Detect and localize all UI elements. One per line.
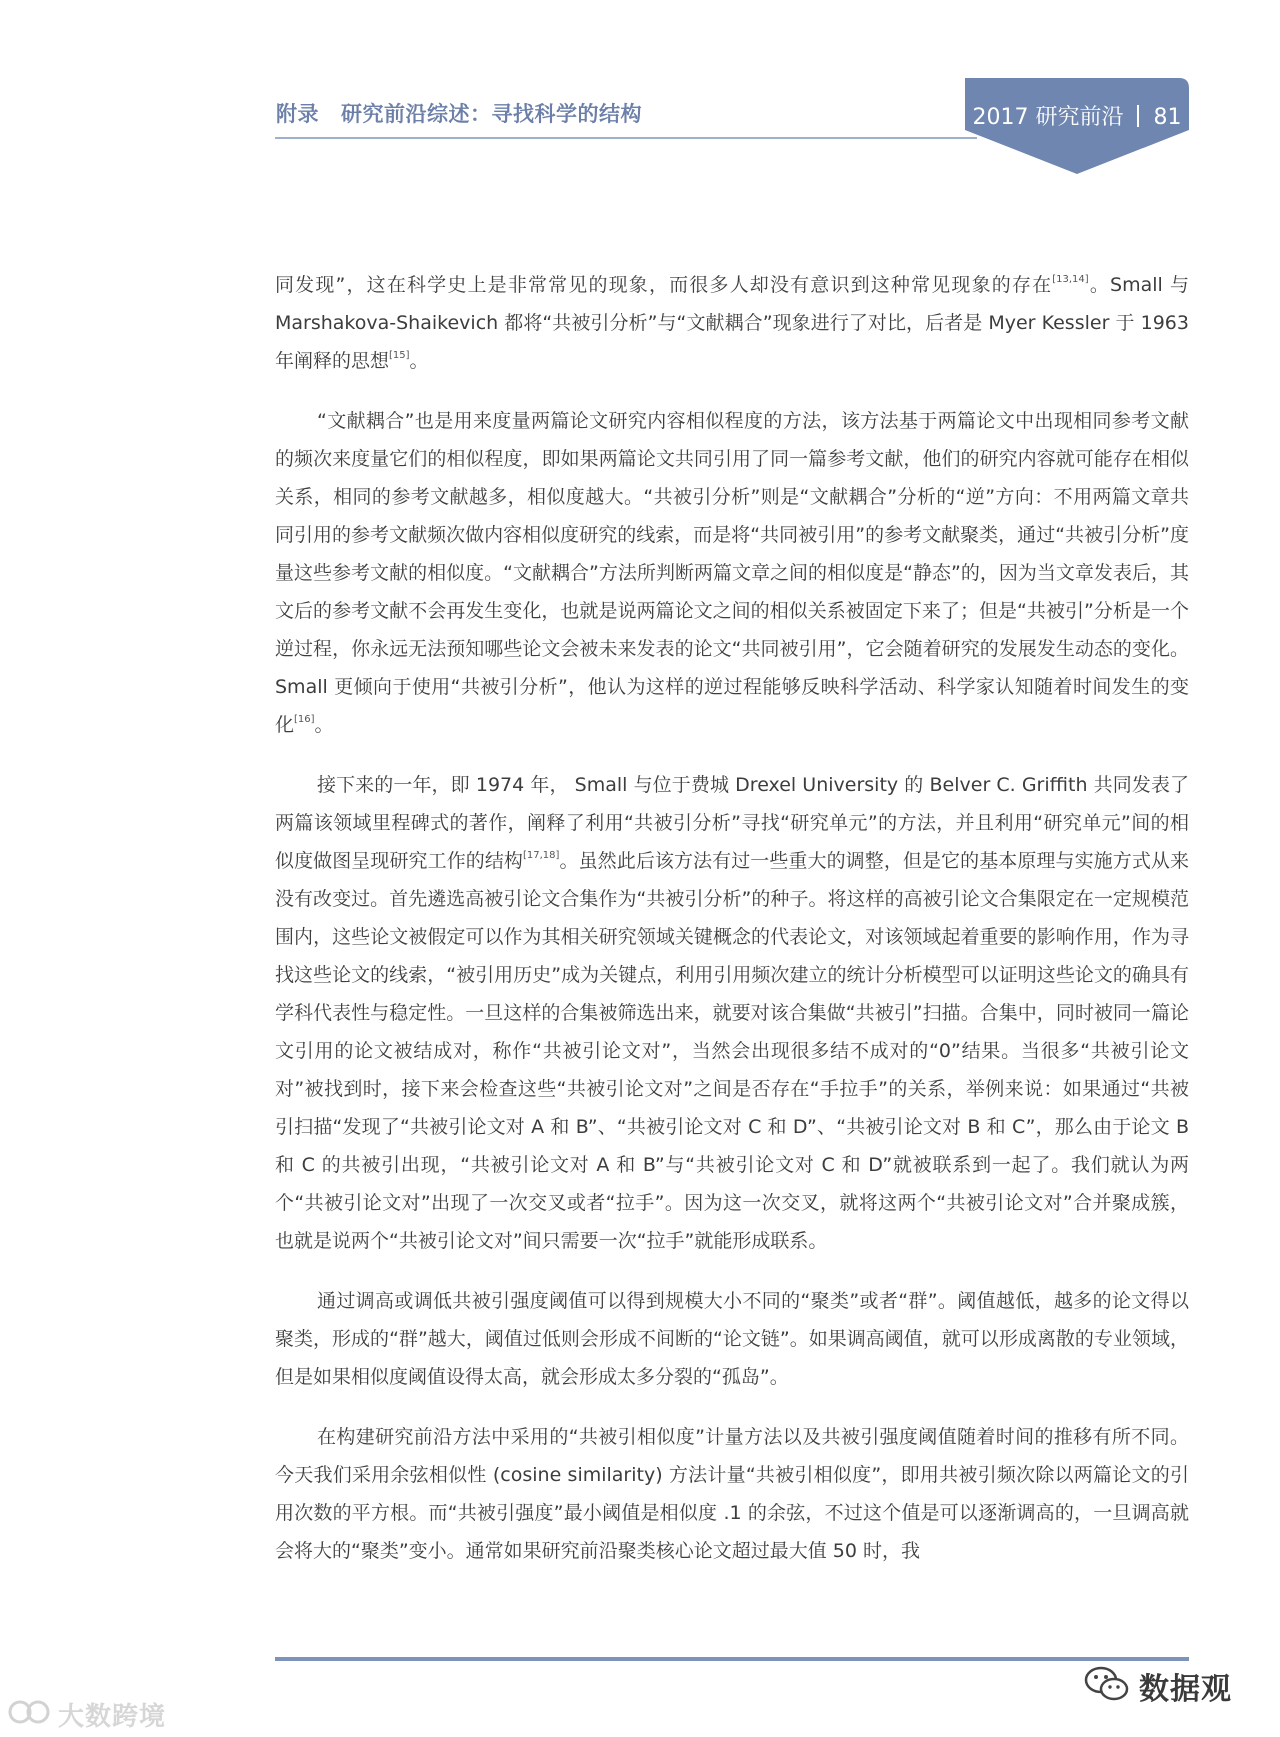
paragraph-text: “文献耦合”也是用来度量两篇论文研究内容相似程度的方法，该方法基于两篇论文中出现相同参考文献的频次来度量它们的相似程度，即如果两篇论文共同引用了同一篇参考文献，他们的研究内容就可能存在相似关系，相同的参考文献越多，相似度越大。“共被引分析”则是“文献耦合”分析的“逆”方向：不用两篇文章共同引用的参考文献频次做内容相似度研究的线索，而是将“共同被引用”的参考文献聚类，通过“共被引分析”度量这些参考文献的相似度。“文献耦合”方法所判断两篇文章之间的相似度是“静态”的，因为当文章发表后，其文后的参考文献不会再发生变化，也就是说两篇论文之间的相似关系被固定下来了；但是“共被引”分析是一个逆过程，你永远无法预知哪些论文会被未来发表的论文“共同被引用”，它会随着研究的发展发生动态的变化。Small 更倾向于使用“共被引分析”，他认为这样的逆过程能够反映科学活动、科学家认知随着时间发生的变化 <box>275 410 1189 736</box>
watermark-left-text: 大数跨境 <box>58 1701 167 1732</box>
publication-name: 2017 研究前沿 <box>972 105 1124 130</box>
paragraph <box>275 402 1189 744</box>
paragraph <box>275 266 1189 380</box>
footer-divider <box>275 1657 1189 1661</box>
paragraph-text: 。 <box>409 350 429 372</box>
paragraph-text: 同发现”，这在科学史上是非常常见的现象，而很多人却没有意识到这种常见现象的存在 <box>275 274 1053 296</box>
paragraph <box>275 766 1189 1260</box>
citation-marker: [17,18] <box>523 850 560 861</box>
wechat-icon <box>1083 1664 1131 1708</box>
article-body <box>275 266 1189 1592</box>
paragraph-text: 接下来的一年，即 1974 年， Small 与位于费城 Drexel University 的 Belver C. Griffith 共同发表了两篇该领域里程碑式的著作，阐释了利用“共被引分析”寻找“研究单元”的方法，并且利用“研究单元”间的相似度做图呈现研究工作的结构 <box>275 774 1189 872</box>
paragraph-text: 。虽然此后该方法有过一些重大的调整，但是它的基本原理与实施方式从来没有改变过。首先遴选高被引论文合集作为“共被引分析”的种子。将这样的高被引论文合集限定在一定规模范围内，这些论文被假定可以作为其相关研究领域关键概念的代表论文，对该领域起着重要的影响作用，作为寻找这些论文的线索，“被引用历史”成为关键点，利用引用频次建立的统计分析模型可以证明这些论文的确具有学科代表性与稳定性。一旦这样的合集被筛选出来，就要对该合集做“共被引”扫描。合集中，同时被同一篇论文引用的论文被结成对，称作“共被引论文对”，当然会出现很多结不成对的“0”结果。当很多“共被引论文对”被找到时，接下来会检查这些“共被引论文对”之间是否存在“手拉手”的关系，举例来说：如果通过“共被引扫描“发现了“共被引论文对 A 和 B”、“共被引论文对 C 和 D”、“共被引论文对 B 和 C”，那么由于论文 B 和 C 的共被引出现，“共被引论文对 A 和 B”与“共被引论文对 C 和 D”就被联系到一起了。我们就认为两个“共被引论文对”出现了一次交叉或者“拉手”。因为这一次交叉，就将这两个“共被引论文对”合并聚成簇，也就是说两个“共被引论文对”间只需要一次“拉手”就能形成联系。 <box>275 850 1189 1252</box>
header-tab-divider <box>1137 105 1139 127</box>
paragraph-text: 。 <box>314 714 334 736</box>
watermark-left <box>8 1696 166 1732</box>
header-tab <box>965 78 1189 174</box>
page-number: 81 <box>1153 105 1182 130</box>
citation-marker: [16] <box>294 714 315 725</box>
watermark-right <box>1083 1662 1232 1710</box>
citation-marker: [13,14] <box>1052 274 1089 285</box>
logo-icon <box>8 1697 52 1731</box>
header-section: 附录 <box>276 102 319 126</box>
paragraph-text: 。Small 与 Marshakova-Shaikevich 都将“共被引分析”与“文献耦合”现象进行了对比，后者是 Myer Kessler 于 1963 年阐释的思想 <box>275 274 1189 372</box>
header-divider <box>275 137 977 139</box>
paragraph <box>275 1282 1189 1396</box>
running-header <box>276 98 642 128</box>
paragraph-text: 通过调高或调低共被引强度阈值可以得到规模大小不同的“聚类”或者“群”。阈值越低，越多的论文得以聚类，形成的“群”越大，阈值过低则会形成不间断的“论文链”。如果调高阈值，就可以形成离散的专业领域，但是如果相似度阈值设得太高，就会形成太多分裂的“孤岛”。 <box>275 1290 1189 1388</box>
citation-marker: [15] <box>389 350 410 361</box>
header-title: 研究前沿综述：寻找科学的结构 <box>341 102 642 126</box>
header-tab-label <box>965 100 1189 131</box>
paragraph <box>275 1418 1189 1570</box>
watermark-right-text: 数据观 <box>1139 1672 1232 1707</box>
paragraph-text: 在构建研究前沿方法中采用的“共被引相似度”计量方法以及共被引强度阈值随着时间的推移有所不同。今天我们采用余弦相似性 (cosine similarity) 方法计量“共被引相似度”，即用共被引频次除以两篇论文的引用次数的平方根。而“共被引强度”最小阈值是相似度 .1 的余弦，不过这个值是可以逐渐调高的，一旦调高就会将大的“聚类”变小。通常如果研究前沿聚类核心论文超过最大值 50 时，我 <box>275 1426 1189 1562</box>
